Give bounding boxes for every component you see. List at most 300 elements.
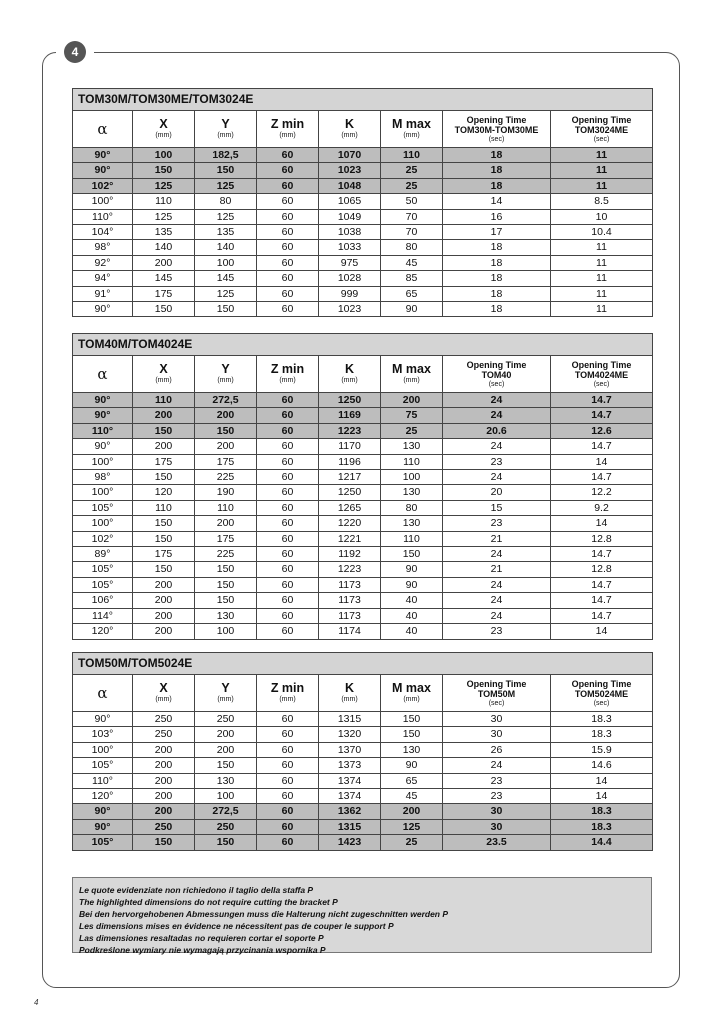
table-cell: 1373 xyxy=(319,758,381,773)
table-cell: 1174 xyxy=(319,624,381,639)
table-cell: 200 xyxy=(195,516,257,531)
table-cell: 1423 xyxy=(319,835,381,850)
table-cell: 1170 xyxy=(319,439,381,454)
table-row xyxy=(73,819,653,834)
table-cell: 200 xyxy=(195,439,257,454)
table-row xyxy=(73,470,653,485)
table-cell: 200 xyxy=(133,773,195,788)
table-cell: 24 xyxy=(443,439,551,454)
table-cell: 18 xyxy=(443,271,551,286)
table-cell: 1173 xyxy=(319,593,381,608)
table-cell: 60 xyxy=(257,835,319,850)
table-cell: 140 xyxy=(195,240,257,255)
table-row xyxy=(73,531,653,546)
table-cell: 14.7 xyxy=(551,439,653,454)
table-cell: 140 xyxy=(133,240,195,255)
table-cell: 23 xyxy=(443,773,551,788)
table-row xyxy=(73,194,653,209)
table-cell: 150 xyxy=(195,163,257,178)
table-cell: 18 xyxy=(443,163,551,178)
table-cell: 1221 xyxy=(319,531,381,546)
table-cell: 200 xyxy=(133,608,195,623)
column-header: K (mm) xyxy=(319,356,381,393)
table-cell: 125 xyxy=(381,819,443,834)
table-cell: 125 xyxy=(195,178,257,193)
column-header: Z min (mm) xyxy=(257,356,319,393)
table-cell: 60 xyxy=(257,562,319,577)
table-cell: 90° xyxy=(73,148,133,163)
table-cell: 45 xyxy=(381,255,443,270)
table-cell: 1362 xyxy=(319,804,381,819)
table-cell: 14.6 xyxy=(551,758,653,773)
table-cell: 106° xyxy=(73,593,133,608)
column-header: Opening Time TOM30M-TOM30ME (sec) xyxy=(443,111,551,148)
table-cell: 60 xyxy=(257,531,319,546)
table-cell: 25 xyxy=(381,423,443,438)
table-cell: 150 xyxy=(195,593,257,608)
table-cell: 60 xyxy=(257,393,319,408)
table-row xyxy=(73,439,653,454)
table-cell: 90 xyxy=(381,758,443,773)
table-cell: 1250 xyxy=(319,485,381,500)
table-cell: 150 xyxy=(133,470,195,485)
table-cell: 110° xyxy=(73,773,133,788)
table-cell: 90° xyxy=(73,819,133,834)
table-cell: 12.6 xyxy=(551,423,653,438)
table-cell: 11 xyxy=(551,178,653,193)
table-cell: 250 xyxy=(133,712,195,727)
table-cell: 100° xyxy=(73,454,133,469)
table-cell: 1169 xyxy=(319,408,381,423)
table-cell: 145 xyxy=(195,271,257,286)
table-cell: 100° xyxy=(73,194,133,209)
table-cell: 98° xyxy=(73,240,133,255)
table-title: TOM30M/TOM30ME/TOM3024E xyxy=(73,89,653,111)
table-cell: 9.2 xyxy=(551,500,653,515)
column-header: X (mm) xyxy=(133,111,195,148)
table-cell: 89° xyxy=(73,547,133,562)
table-cell: 135 xyxy=(133,225,195,240)
table-cell: 1374 xyxy=(319,773,381,788)
column-header: Y (mm) xyxy=(195,356,257,393)
table-cell: 125 xyxy=(195,286,257,301)
table-cell: 1033 xyxy=(319,240,381,255)
column-header: M max (mm) xyxy=(381,675,443,712)
table-cell: 40 xyxy=(381,593,443,608)
table-cell: 60 xyxy=(257,516,319,531)
table-cell: 18 xyxy=(443,255,551,270)
table-cell: 40 xyxy=(381,608,443,623)
table-cell: 175 xyxy=(133,286,195,301)
table-cell: 21 xyxy=(443,531,551,546)
table-cell: 60 xyxy=(257,225,319,240)
table-cell: 30 xyxy=(443,804,551,819)
table-cell: 200 xyxy=(381,804,443,819)
table-cell: 14 xyxy=(551,773,653,788)
table-cell: 150 xyxy=(195,835,257,850)
table-row xyxy=(73,835,653,850)
column-header: Y (mm) xyxy=(195,675,257,712)
table-cell: 80 xyxy=(381,500,443,515)
table-cell: 200 xyxy=(133,439,195,454)
table-cell: 200 xyxy=(133,789,195,804)
table-cell: 200 xyxy=(133,408,195,423)
table-cell: 90 xyxy=(381,577,443,592)
table-row xyxy=(73,516,653,531)
table-cell: 23 xyxy=(443,624,551,639)
table-cell: 90° xyxy=(73,302,133,317)
table-cell: 18.3 xyxy=(551,804,653,819)
table-cell: 150 xyxy=(133,302,195,317)
table-cell: 1223 xyxy=(319,562,381,577)
table-cell: 92° xyxy=(73,255,133,270)
table-cell: 130 xyxy=(381,439,443,454)
table-cell: 18 xyxy=(443,302,551,317)
column-header: M max (mm) xyxy=(381,356,443,393)
table-cell: 80 xyxy=(381,240,443,255)
table-cell: 18.3 xyxy=(551,819,653,834)
table-cell: 60 xyxy=(257,209,319,224)
column-header: X (mm) xyxy=(133,356,195,393)
table-cell: 1038 xyxy=(319,225,381,240)
table-cell: 1049 xyxy=(319,209,381,224)
table-cell: 100 xyxy=(195,624,257,639)
table-cell: 60 xyxy=(257,500,319,515)
column-header: Z min (mm) xyxy=(257,111,319,148)
table-cell: 1023 xyxy=(319,302,381,317)
column-header: M max (mm) xyxy=(381,111,443,148)
table-cell: 60 xyxy=(257,819,319,834)
table-cell: 105° xyxy=(73,758,133,773)
table-tom40 xyxy=(72,333,653,640)
column-header: Opening Time TOM40 (sec) xyxy=(443,356,551,393)
table-cell: 25 xyxy=(381,163,443,178)
table-cell: 150 xyxy=(195,577,257,592)
table-cell: 104° xyxy=(73,225,133,240)
table-cell: 12.2 xyxy=(551,485,653,500)
table-row xyxy=(73,163,653,178)
table-row xyxy=(73,423,653,438)
table-cell: 60 xyxy=(257,608,319,623)
table-cell: 150 xyxy=(195,758,257,773)
table-cell: 135 xyxy=(195,225,257,240)
table-row xyxy=(73,255,653,270)
table-cell: 1220 xyxy=(319,516,381,531)
table-row xyxy=(73,624,653,639)
table-cell: 1315 xyxy=(319,712,381,727)
table-cell: 110° xyxy=(73,209,133,224)
table-cell: 10 xyxy=(551,209,653,224)
table-cell: 20 xyxy=(443,485,551,500)
table-cell: 200 xyxy=(381,393,443,408)
table-cell: 110 xyxy=(133,500,195,515)
column-header: Z min (mm) xyxy=(257,675,319,712)
table-cell: 1320 xyxy=(319,727,381,742)
table-row xyxy=(73,178,653,193)
table-cell: 18 xyxy=(443,178,551,193)
table-cell: 40 xyxy=(381,624,443,639)
column-header: X (mm) xyxy=(133,675,195,712)
table-cell: 14.7 xyxy=(551,577,653,592)
table-row xyxy=(73,302,653,317)
table-cell: 225 xyxy=(195,547,257,562)
table-cell: 1315 xyxy=(319,819,381,834)
table-cell: 150 xyxy=(133,835,195,850)
table-cell: 175 xyxy=(195,454,257,469)
table-cell: 190 xyxy=(195,485,257,500)
table-cell: 110° xyxy=(73,423,133,438)
table-cell: 18 xyxy=(443,240,551,255)
table-cell: 60 xyxy=(257,624,319,639)
table-cell: 105° xyxy=(73,577,133,592)
table-cell: 24 xyxy=(443,758,551,773)
table-cell: 250 xyxy=(133,727,195,742)
table-cell: 272,5 xyxy=(195,804,257,819)
table-cell: 999 xyxy=(319,286,381,301)
table-cell: 150 xyxy=(195,423,257,438)
table-cell: 10.4 xyxy=(551,225,653,240)
table-row xyxy=(73,727,653,742)
table-cell: 102° xyxy=(73,531,133,546)
table-cell: 14 xyxy=(551,789,653,804)
table-cell: 100 xyxy=(195,789,257,804)
note-it: Le quote evidenziate non richiedono il taglio della staffa P xyxy=(79,885,314,895)
table-cell: 14.7 xyxy=(551,547,653,562)
table-cell: 60 xyxy=(257,804,319,819)
table-cell: 25 xyxy=(381,178,443,193)
table-cell: 1070 xyxy=(319,148,381,163)
table-cell: 1265 xyxy=(319,500,381,515)
table-cell: 80 xyxy=(195,194,257,209)
table-row xyxy=(73,454,653,469)
table-cell: 90° xyxy=(73,408,133,423)
table-cell: 60 xyxy=(257,271,319,286)
table-cell: 1028 xyxy=(319,271,381,286)
table-cell: 65 xyxy=(381,286,443,301)
table-cell: 175 xyxy=(195,531,257,546)
table-cell: 25 xyxy=(381,835,443,850)
table-row xyxy=(73,408,653,423)
table-cell: 1196 xyxy=(319,454,381,469)
table-cell: 145 xyxy=(133,271,195,286)
table-cell: 150 xyxy=(133,163,195,178)
note-fr: Les dimensions mises en évidence ne nécessitent pas de couper le support P xyxy=(79,921,394,931)
table-cell: 1173 xyxy=(319,577,381,592)
table-cell: 14 xyxy=(443,194,551,209)
column-header: α xyxy=(73,356,133,393)
table-cell: 90 xyxy=(381,562,443,577)
table-row xyxy=(73,789,653,804)
table-cell: 21 xyxy=(443,562,551,577)
table-cell: 130 xyxy=(381,485,443,500)
table-row xyxy=(73,500,653,515)
table-cell: 120° xyxy=(73,624,133,639)
table-cell: 100 xyxy=(195,255,257,270)
table-cell: 11 xyxy=(551,163,653,178)
table-cell: 125 xyxy=(133,209,195,224)
table-row xyxy=(73,209,653,224)
table-cell: 200 xyxy=(195,742,257,757)
table-cell: 23 xyxy=(443,516,551,531)
table-cell: 24 xyxy=(443,547,551,562)
table-cell: 150 xyxy=(195,562,257,577)
table-cell: 45 xyxy=(381,789,443,804)
table-cell: 1192 xyxy=(319,547,381,562)
table-cell: 110 xyxy=(195,500,257,515)
column-header: K (mm) xyxy=(319,111,381,148)
table-cell: 975 xyxy=(319,255,381,270)
table-cell: 30 xyxy=(443,819,551,834)
table-cell: 110 xyxy=(381,454,443,469)
table-cell: 1173 xyxy=(319,608,381,623)
column-header: Y (mm) xyxy=(195,111,257,148)
table-cell: 91° xyxy=(73,286,133,301)
table-cell: 1370 xyxy=(319,742,381,757)
column-header: Opening Time TOM50M (sec) xyxy=(443,675,551,712)
table-cell: 200 xyxy=(133,804,195,819)
table-cell: 18 xyxy=(443,148,551,163)
table-cell: 60 xyxy=(257,163,319,178)
table-cell: 1217 xyxy=(319,470,381,485)
table-cell: 200 xyxy=(133,624,195,639)
table-cell: 272,5 xyxy=(195,393,257,408)
table-cell: 15.9 xyxy=(551,742,653,757)
table-cell: 90 xyxy=(381,302,443,317)
table-row xyxy=(73,547,653,562)
table-cell: 100° xyxy=(73,485,133,500)
table-cell: 14.7 xyxy=(551,608,653,623)
table-cell: 1065 xyxy=(319,194,381,209)
table-cell: 200 xyxy=(133,577,195,592)
page-number: 4 xyxy=(34,998,39,1007)
table-cell: 130 xyxy=(381,742,443,757)
column-header: Opening Time TOM4024ME (sec) xyxy=(551,356,653,393)
table-cell: 250 xyxy=(195,819,257,834)
table-cell: 150 xyxy=(133,516,195,531)
table-cell: 11 xyxy=(551,271,653,286)
table-cell: 200 xyxy=(195,727,257,742)
table-cell: 14 xyxy=(551,624,653,639)
table-row xyxy=(73,608,653,623)
table-cell: 75 xyxy=(381,408,443,423)
table-tom30 xyxy=(72,88,653,317)
table-row xyxy=(73,286,653,301)
table-cell: 125 xyxy=(195,209,257,224)
table-cell: 8.5 xyxy=(551,194,653,209)
table-cell: 175 xyxy=(133,454,195,469)
column-header: α xyxy=(73,675,133,712)
table-cell: 60 xyxy=(257,194,319,209)
column-header: K (mm) xyxy=(319,675,381,712)
note-en: The highlighted dimensions do not require cutting the bracket P xyxy=(79,897,338,907)
table-cell: 94° xyxy=(73,271,133,286)
table-cell: 120 xyxy=(133,485,195,500)
table-cell: 11 xyxy=(551,302,653,317)
table-row xyxy=(73,225,653,240)
table-cell: 100° xyxy=(73,742,133,757)
table-cell: 70 xyxy=(381,225,443,240)
table-cell: 150 xyxy=(381,712,443,727)
table-cell: 65 xyxy=(381,773,443,788)
table-cell: 110 xyxy=(133,194,195,209)
table-row xyxy=(73,148,653,163)
table-cell: 14.7 xyxy=(551,593,653,608)
table-cell: 60 xyxy=(257,593,319,608)
table-cell: 60 xyxy=(257,439,319,454)
table-row xyxy=(73,773,653,788)
table-row xyxy=(73,742,653,757)
table-cell: 60 xyxy=(257,470,319,485)
table-cell: 60 xyxy=(257,773,319,788)
table-cell: 60 xyxy=(257,408,319,423)
table-cell: 30 xyxy=(443,712,551,727)
table-cell: 70 xyxy=(381,209,443,224)
table-row xyxy=(73,593,653,608)
table-cell: 1374 xyxy=(319,789,381,804)
table-cell: 60 xyxy=(257,742,319,757)
table-cell: 150 xyxy=(381,547,443,562)
table-cell: 200 xyxy=(133,255,195,270)
table-cell: 24 xyxy=(443,470,551,485)
note-es: Las dimensiones resaltadas no requieren cortar el soporte P xyxy=(79,933,324,943)
table-cell: 114° xyxy=(73,608,133,623)
column-header: Opening Time TOM5024ME (sec) xyxy=(551,675,653,712)
table-cell: 175 xyxy=(133,547,195,562)
table-title: TOM50M/TOM5024E xyxy=(73,653,653,675)
table-cell: 150 xyxy=(195,302,257,317)
table-cell: 90° xyxy=(73,804,133,819)
table-cell: 60 xyxy=(257,240,319,255)
table-cell: 130 xyxy=(381,516,443,531)
table-cell: 100° xyxy=(73,516,133,531)
table-cell: 120° xyxy=(73,789,133,804)
table-cell: 200 xyxy=(133,758,195,773)
table-title: TOM40M/TOM4024E xyxy=(73,334,653,356)
table-cell: 60 xyxy=(257,727,319,742)
table-cell: 60 xyxy=(257,577,319,592)
table-cell: 14.7 xyxy=(551,393,653,408)
table-cell: 60 xyxy=(257,302,319,317)
table-cell: 90° xyxy=(73,393,133,408)
table-cell: 150 xyxy=(133,423,195,438)
table-cell: 105° xyxy=(73,500,133,515)
table-cell: 16 xyxy=(443,209,551,224)
table-row xyxy=(73,393,653,408)
column-header: Opening Time TOM3024ME (sec) xyxy=(551,111,653,148)
note-de: Bei den hervorgehobenen Abmessungen muss die Halterung nicht zugeschnitten werden P xyxy=(79,909,449,919)
table-cell: 30 xyxy=(443,727,551,742)
table-cell: 85 xyxy=(381,271,443,286)
column-header: α xyxy=(73,111,133,148)
table-cell: 12.8 xyxy=(551,531,653,546)
table-cell: 110 xyxy=(381,531,443,546)
table-cell: 200 xyxy=(133,742,195,757)
notes-box xyxy=(72,877,652,953)
table-row xyxy=(73,577,653,592)
table-cell: 1250 xyxy=(319,393,381,408)
table-row xyxy=(73,562,653,577)
table-cell: 60 xyxy=(257,178,319,193)
table-cell: 23 xyxy=(443,789,551,804)
table-cell: 1223 xyxy=(319,423,381,438)
table-cell: 1048 xyxy=(319,178,381,193)
table-cell: 14.7 xyxy=(551,408,653,423)
table-cell: 18.3 xyxy=(551,727,653,742)
table-cell: 200 xyxy=(195,408,257,423)
table-cell: 110 xyxy=(381,148,443,163)
table-cell: 90° xyxy=(73,712,133,727)
table-cell: 26 xyxy=(443,742,551,757)
